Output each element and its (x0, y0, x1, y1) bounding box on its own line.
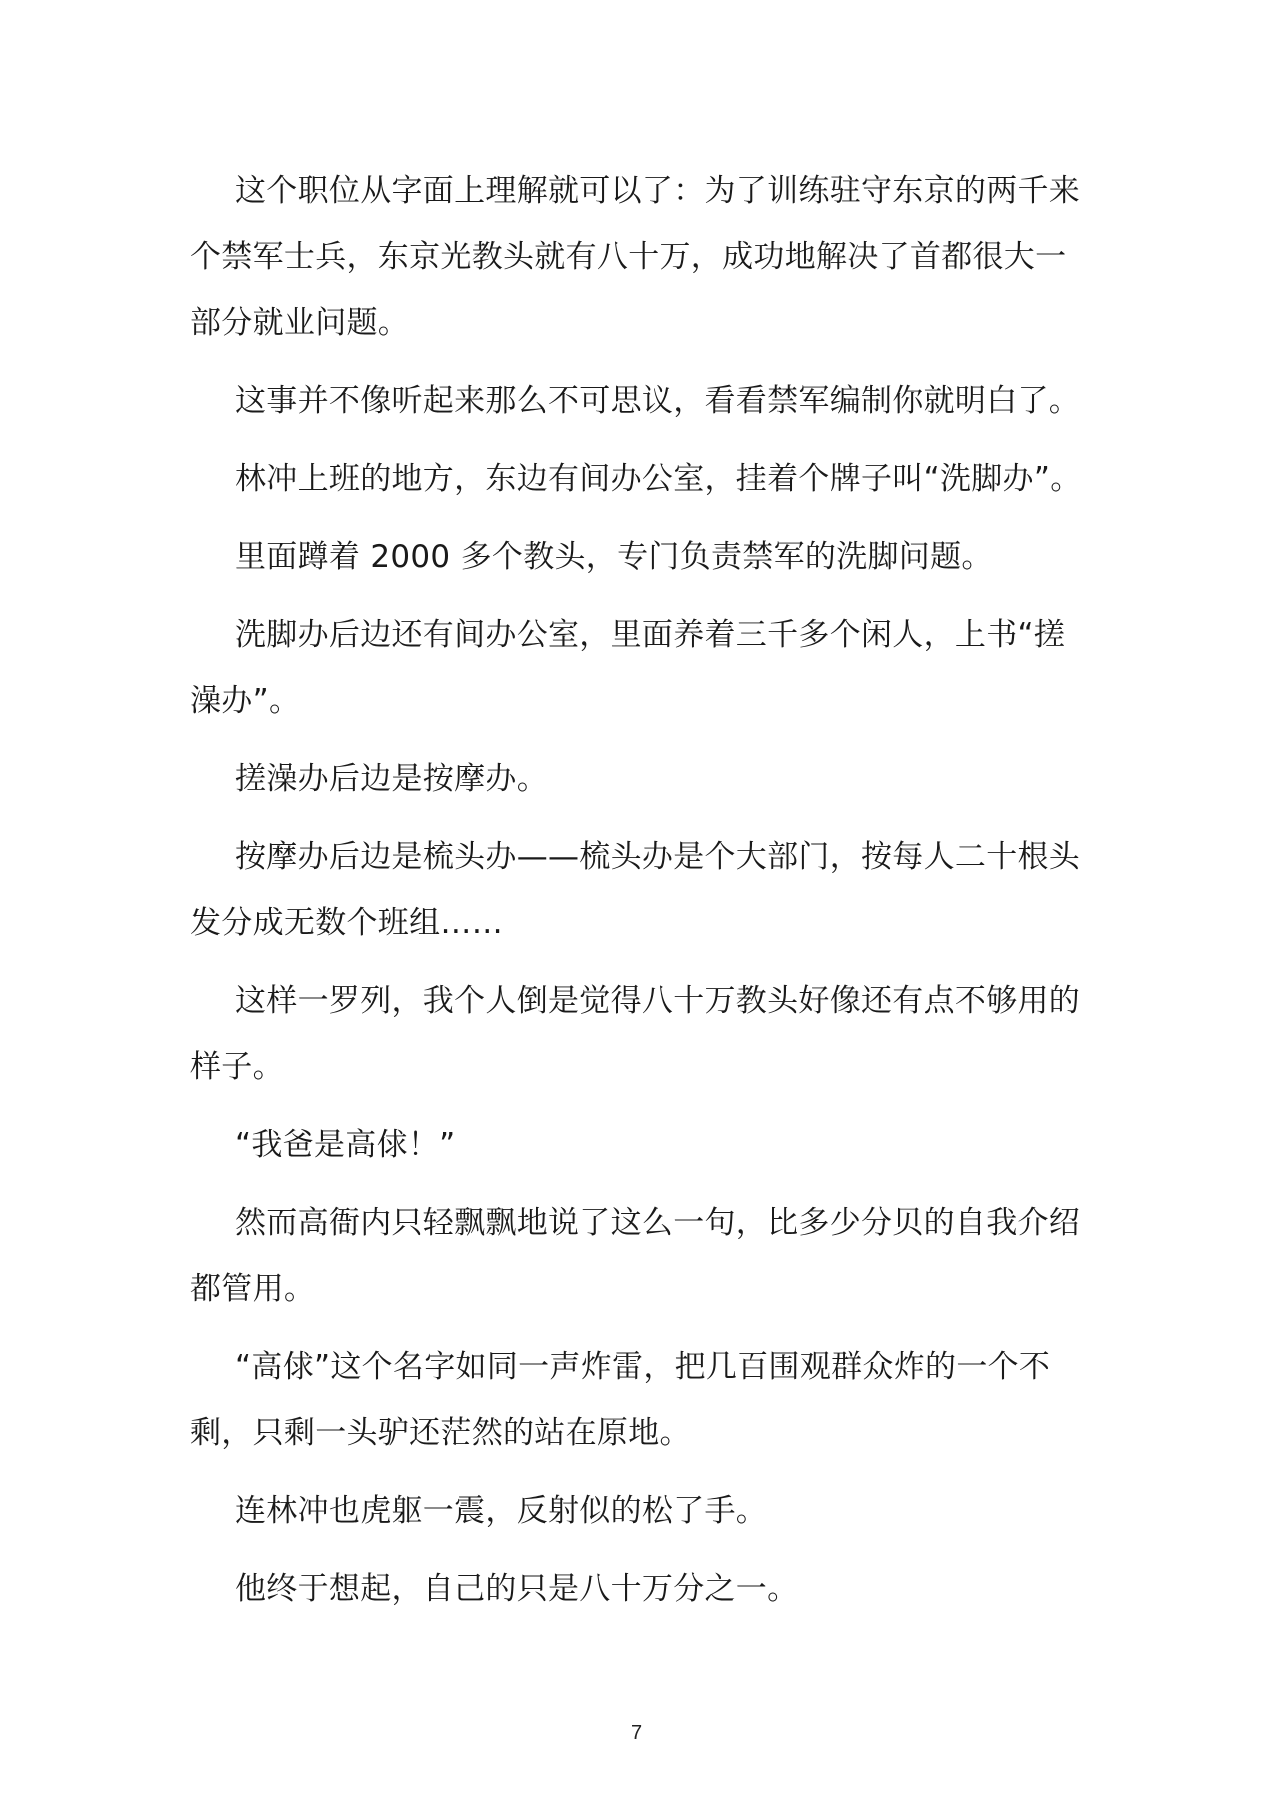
paragraph: 按摩办后边是梳头办——梳头办是个大部门，按每人二十根头发分成无数个班组…… (190, 839, 1081, 941)
paragraph: 连林冲也虎躯一震，反射似的松了手。 (235, 1493, 768, 1529)
paragraph: 洗脚办后边还有间办公室，里面养着三千多个闲人，上书“搓澡办”。 (190, 617, 1066, 719)
paragraph: 这事并不像听起来那么不可思议，看看禁军编制你就明白了。 (235, 383, 1081, 419)
page-number: 7 (630, 1722, 643, 1744)
paragraph: 搓澡办后边是按摩办。 (235, 761, 548, 797)
text-body (190, 158, 1090, 1634)
paragraph: “高俅”这个名字如同一声炸雷，把几百围观群众炸的一个不剩，只剩一头驴还茫然的站在原地。 (190, 1349, 1051, 1451)
paragraph: 这样一罗列，我个人倒是觉得八十万教头好像还有点不够用的样子。 (190, 983, 1081, 1085)
paragraph: 然而高衙内只轻飘飘地说了这么一句，比多少分贝的自我介绍都管用。 (190, 1205, 1081, 1307)
paragraph: 林冲上班的地方，东边有间办公室，挂着个牌子叫“洗脚办”。 (235, 461, 1082, 497)
paragraph: 里面蹲着 2000 多个教头，专门负责禁军的洗脚问题。 (235, 539, 993, 575)
paragraph: 这个职位从字面上理解就可以了：为了训练驻守东京的两千来个禁军士兵，东京光教头就有八十万，成功地解决了首都很大一部分就业问题。 (190, 173, 1081, 341)
paragraph: “我爸是高俅！” (235, 1127, 456, 1163)
paragraph: 他终于想起，自己的只是八十万分之一。 (235, 1571, 799, 1607)
